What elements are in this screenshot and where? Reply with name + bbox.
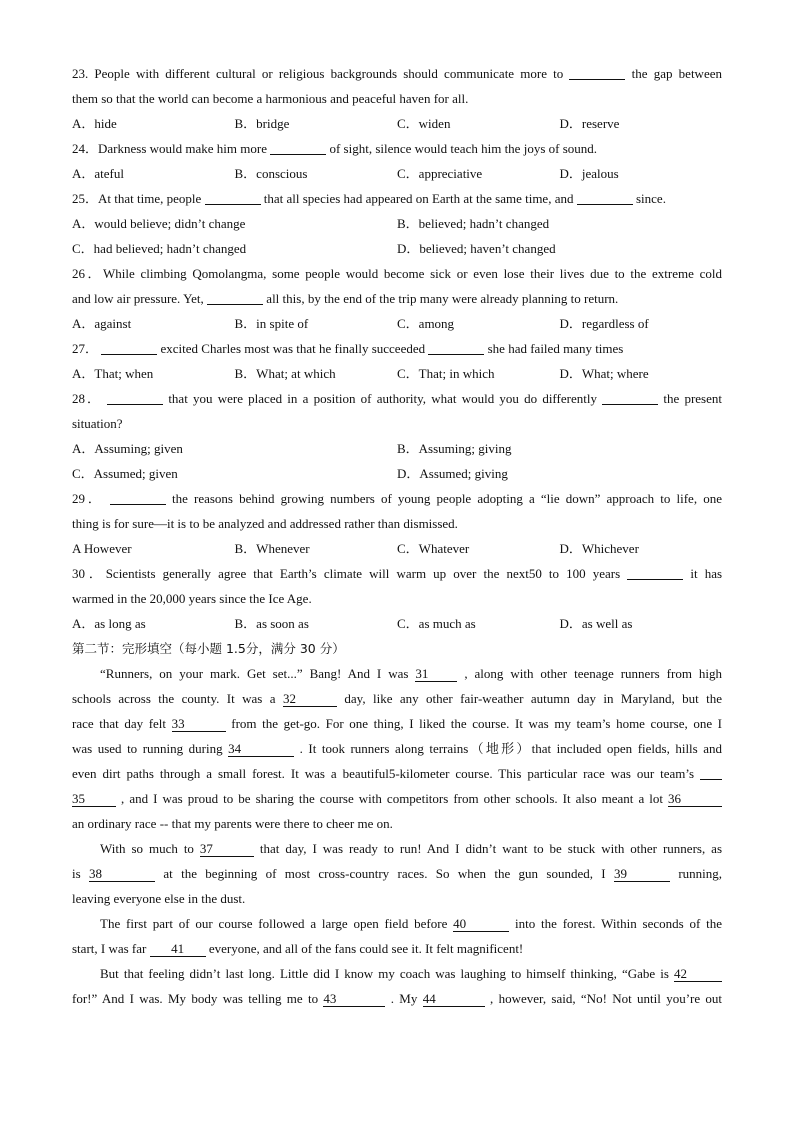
passage-line: race that day felt 33 from the get-go. For one thing, I liked the course. It was my team’s home course, one I xyxy=(72,716,723,731)
q26-options xyxy=(72,311,722,336)
option-c: C．widen xyxy=(397,116,451,131)
answer-blank xyxy=(101,340,157,355)
option-c: C．Assumed; given xyxy=(72,466,178,481)
q26-line2: and low air pressure. Yet, all this, by the end of the trip many were already planning to return. xyxy=(72,291,619,306)
option-b: B．What; at which xyxy=(234,366,336,381)
blank-38: 38 xyxy=(89,866,155,882)
passage-line: The first part of our course followed a large open field before 40 into the forest. Within seconds of the xyxy=(100,916,723,931)
q29-line2: thing is for sure—it is to be analyzed and addressed rather than dismissed. xyxy=(72,516,458,531)
passage-line: an ordinary race -- that my parents were there to cheer me on. xyxy=(72,816,393,831)
passage-line: With so much to 37 that day, I was ready to run! And I didn’t want to be stuck with other runners, as xyxy=(100,841,722,856)
blank-34: 34 xyxy=(228,741,294,757)
passage-line: But that feeling didn’t last long. Little did I know my coach was laughing to himself thinking, “Gabe is 42 xyxy=(72,961,722,986)
answer-blank xyxy=(110,490,166,505)
option-a: A．That; when xyxy=(72,366,154,381)
blank-37: 37 xyxy=(200,841,254,857)
passage-line: “Runners, on your mark. Get set...” Bang! And I was 31 , along with other teenage runners from high xyxy=(100,666,723,681)
passage-line: schools across the county. It was a 32 day, like any other fair-weather autumn day in Maryland, but the xyxy=(72,691,723,706)
answer-blank xyxy=(577,190,633,205)
option-d: D．as well as xyxy=(559,616,633,631)
blank-31: 31 xyxy=(415,666,457,682)
option-c: C．as much as xyxy=(397,616,476,631)
option-a: A．ateful xyxy=(72,166,124,181)
option-c: C．had believed; hadn’t changed xyxy=(72,241,247,256)
blank-39: 39 xyxy=(614,866,670,882)
option-a: A．Assuming; given xyxy=(72,441,183,456)
option-c: C．Whatever xyxy=(397,541,470,556)
option-b: B．Assuming; giving xyxy=(397,441,512,456)
blank-41: 41 xyxy=(150,941,206,957)
option-d: D．Whichever xyxy=(559,541,639,556)
q25-options-ab xyxy=(72,211,722,236)
option-d: D．jealous xyxy=(559,166,619,181)
option-b: B．bridge xyxy=(234,116,290,131)
answer-blank xyxy=(270,140,326,155)
option-d: D．believed; haven’t changed xyxy=(397,241,556,256)
option-c: C．among xyxy=(397,316,455,331)
q24-line1: 24．Darkness would make him more of sight, silence would teach him the joys of sound. xyxy=(72,141,598,156)
passage-line: start, I was far 41 everyone, and all of the fans could see it. It felt magnificent! xyxy=(72,941,524,956)
q25-options-cd xyxy=(72,236,722,261)
q30-options xyxy=(72,611,722,636)
answer-blank xyxy=(627,565,683,580)
option-c: C．appreciative xyxy=(397,166,483,181)
passage-line: was used to running during 34 . It took runners along terrains（地形）that included open fields, hills and xyxy=(72,741,723,756)
passage-line: even dirt paths through a small forest. It was a beautiful5-kilometer course. This particular race was our team’s xyxy=(72,761,722,786)
q28-line2: situation? xyxy=(72,416,123,431)
passage-line: 35 , and I was proud to be sharing the course with competitors from other schools. It also meant a lot 36 xyxy=(72,786,722,811)
q30-line2: warmed in the 20,000 years since the Ice Age. xyxy=(72,591,312,606)
option-b: B．believed; hadn’t changed xyxy=(397,216,550,231)
option-a: A However xyxy=(72,541,132,556)
option-d: D．reserve xyxy=(559,116,620,131)
q24-options xyxy=(72,161,722,186)
passage-line: is 38 at the beginning of most cross-country races. So when the gun sounded, I 39 running, xyxy=(72,866,723,881)
option-b: B．Whenever xyxy=(234,541,310,556)
option-b: B．conscious xyxy=(234,166,308,181)
blank-36: 36 xyxy=(668,791,722,807)
q23-line2: them so that the world can become a harmonious and peaceful haven for all. xyxy=(72,91,469,106)
blank-40: 40 xyxy=(453,916,509,932)
answer-blank xyxy=(107,390,163,405)
q28-options-cd xyxy=(72,461,722,486)
q29-options xyxy=(72,536,722,561)
blank-32: 32 xyxy=(283,691,337,707)
blank-42: 42 xyxy=(674,966,722,982)
option-a: A．as long as xyxy=(72,616,146,631)
q26-line1: 26．While climbing Qomolangma, some people would become sick or even lose their lives due to the extreme cold xyxy=(72,266,722,281)
blank-35-start xyxy=(700,765,722,780)
option-a: A．would believe; didn’t change xyxy=(72,216,246,231)
option-b: B．in spite of xyxy=(234,316,309,331)
passage-line: for!” And I was. My body was telling me to 43 . My 44 , however, said, “No! Not until you’re out xyxy=(72,991,723,1006)
q28-options-ab xyxy=(72,436,722,461)
answer-blank xyxy=(569,65,625,80)
answer-blank xyxy=(205,190,261,205)
blank-43: 43 xyxy=(323,991,385,1007)
blank-44: 44 xyxy=(423,991,485,1007)
option-c: C．That; in which xyxy=(397,366,495,381)
q23-options xyxy=(72,111,722,136)
q29-line1: 29． the reasons behind growing numbers of young people adopting a “lie down” approach to life, one xyxy=(72,491,722,506)
q23-line1: 23. People with different cultural or religious backgrounds should communicate more to the gap between xyxy=(72,66,722,81)
q27-line1: 27． excited Charles most was that he finally succeeded she had failed many times xyxy=(72,341,624,356)
q28-line1: 28． that you were placed in a position of authority, what would you do differently the present xyxy=(72,391,722,406)
answer-blank xyxy=(207,290,263,305)
blank-33: 33 xyxy=(172,716,226,732)
option-a: A．against xyxy=(72,316,132,331)
option-d: D．Assumed; giving xyxy=(397,466,508,481)
q30-line1: 30．Scientists generally agree that Earth’s climate will warm up over the next50 to 100 years it has xyxy=(72,566,723,581)
passage-line: leaving everyone else in the dust. xyxy=(72,891,246,906)
answer-blank xyxy=(428,340,484,355)
blank-35: 35 xyxy=(72,791,116,807)
q25-line1: 25．At that time, people that all species had appeared on Earth at the same time, and since. xyxy=(72,191,666,206)
section-heading: 第二节：完形填空（每小题 1.5分，满分 30 分） xyxy=(72,641,345,656)
option-a: A．hide xyxy=(72,116,117,131)
q27-options xyxy=(72,361,722,386)
answer-blank xyxy=(602,390,658,405)
option-b: B．as soon as xyxy=(234,616,309,631)
option-d: D．What; where xyxy=(559,366,649,381)
option-d: D．regardless of xyxy=(559,316,649,331)
exam-page xyxy=(72,61,722,1011)
